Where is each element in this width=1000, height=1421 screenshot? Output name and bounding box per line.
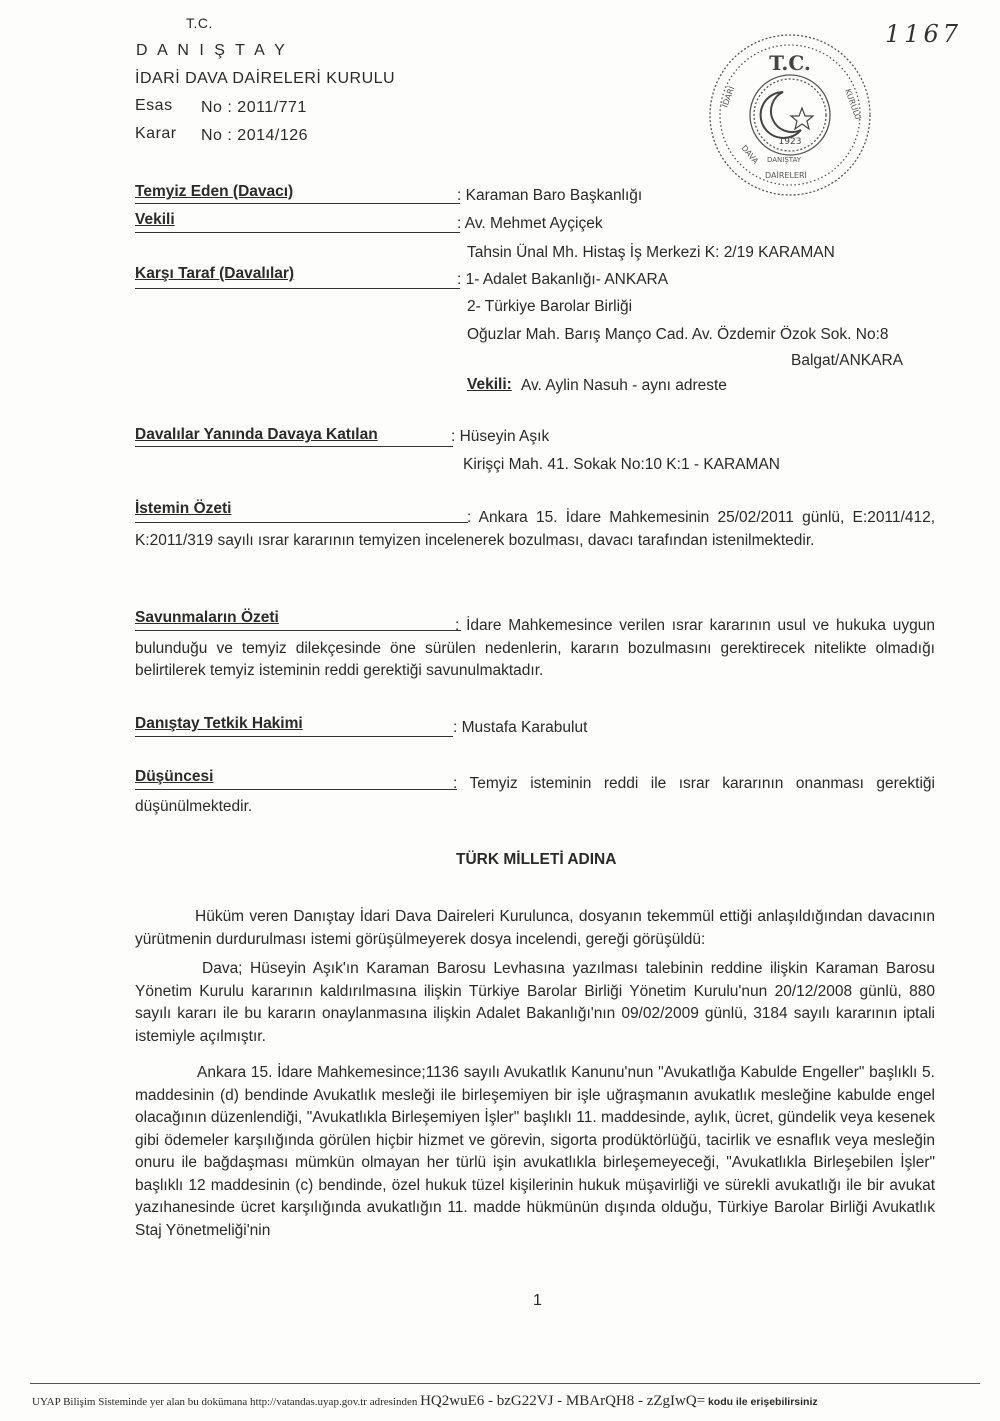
header-org: D A N I Ş T A Y (136, 42, 288, 59)
seal-ring-left: İDARİ (720, 85, 737, 109)
intervener-underline (135, 446, 453, 447)
seal-ring-bottom-left: DAVA (739, 143, 761, 166)
respondent-label: Karşı Taraf (Davalılar) (135, 265, 295, 282)
footer (32, 1393, 982, 1410)
esas-label: Esas (135, 97, 173, 114)
paragraph-2: Dava; Hüseyin Aşık'ın Karaman Barosu Levhasına yazılması talebinin reddine ilişkin Karaman Barosu Yönetim Kurulu kararının kaldırılmasına ilişkin Türkiye Barolar Birliği Yönetim Kurulu'nun 20/12/2008 günlü, 880 sayılı kararı ile bu kararın onaylanmasına ilişkin Adalet Bakanlığı'nın 09/02/2009 günlü, 3184 sayılı kararının iptali istemiyle açılmıştır. (135, 960, 935, 1045)
footer-text: UYAP Bilişim Sisteminde yer alan bu dokümana http://vatandas.uyap.gov.tr adresinden (32, 1396, 418, 1408)
respondent-2-address: Oğuzlar Mah. Barış Manço Cad. Av. Özdemir Özok Sok. No:8 (467, 326, 889, 343)
intervener-value: : Hüseyin Aşık (451, 428, 550, 445)
seal-ring-bottom: DAİRELERİ (765, 171, 807, 180)
seal-ring-right: KURULU (843, 87, 863, 121)
savunma-text: : İdare Mahkemesince verilen ısrar kararının usul ve hukuka uygun bulunduğu ve temyiz dilekçesinde öne sürülen nedenlerin, kararın bozulmasını gerektirecek nitelikte olmadığı belirtilerek temyiz isteminin reddi gerektiği savunulmaktadır. (135, 617, 935, 679)
dusunce-label: Düşüncesi (135, 768, 214, 785)
dusunce-text: : Temyiz isteminin reddi ile ısrar kararının onanması gerektiği düşünülmektedir. (135, 775, 935, 815)
paragraph-3: Ankara 15. İdare Mahkemesince;1136 sayılı Avukatlık Kanunu'nun "Avukatlığa Kabulde Engeller" başlıklı 5. maddesinin (d) bendinde Avukatlık mesleği ile birleşemiyen bir işle uğraşmanın avukatlık mesleğine kabulde engel olacağının düzenlendiği, "Avukatlıkla Birleşemiyen İşler" başlıklı 11. maddesinde, aylık, ücret, gündelik veya kesenek gibi ödemeler karşılığında görülen hiçbir hizmet ve görevin, sigorta prodüktörlüğü, tacirlik ve esnaflık veya mesleğin onuru ile bağdaşması mümkün olmayan her türlü işin avukatlıkla birleşemeyeceği, "Avukatlıkla Birleşebilen İşler" başlıklı 12 maddesinin (c) bendinde, özel hukuk tüzel kişilerinin hukuk müşavirliği ve sürekli avukatlığı ile bir avukat yazıhanesinde ücret karşılığında avukatlığın 11. madde hükmünün dışında olduğu, Türkiye Barolar Birliği Avukatlık Staj Yönetmeliği'nin (135, 1064, 935, 1239)
header-board: İDARİ DAVA DAİRELERİ KURULU (135, 70, 396, 87)
hakim-label: Danıştay Tetkik Hakimi (135, 715, 303, 732)
hakim-underline (135, 736, 453, 737)
karar-value: No : 2014/126 (201, 127, 309, 144)
istem-label: İstemin Özeti (135, 500, 232, 517)
appellant-value: : Karaman Baro Başkanlığı (457, 187, 643, 204)
footer-tail: kodu ile erişebilirsiniz (707, 1396, 818, 1408)
attorney-underline (135, 232, 460, 233)
seal-tc: T.C. (769, 51, 811, 75)
page-number: 1 (533, 1292, 542, 1309)
header-tc: T.C. (186, 15, 213, 31)
appellant-label: Temyiz Eden (Davacı) (135, 183, 294, 200)
attorney-label: Vekili (135, 211, 175, 228)
intervener-address: Kirişçi Mah. 41. Sokak No:10 K:1 - KARAMAN (463, 456, 781, 473)
respondent-attorney-value: Av. Aylin Nasuh - aynı adreste (521, 377, 727, 394)
hakim-value: : Mustafa Karabulut (453, 719, 588, 736)
paragraph-1: Hüküm veren Danıştay İdari Dava Daireleri Kurulunca, dosyanın tekemmül ettiği anlaşıldığından davacının yürütmenin durdurulması istemi görüşülmeyerek dosya incelendi, gereği görüşüldü: (135, 908, 935, 948)
appellant-underline (135, 203, 460, 204)
decision-title: TÜRK MİLLETİ ADINA (456, 851, 617, 868)
respondent-attorney-label: Vekili: (467, 376, 512, 393)
istem-text: : Ankara 15. İdare Mahkemesinin 25/02/2011 günlü, E:2011/412, K:2011/319 sayılı ısrar kararının temyizen incelenerek bozulması, davacı tarafından istenilmektedir. (135, 509, 935, 549)
attorney-address: Tahsin Ünal Mh. Histaş İş Merkezi K: 2/19 KARAMAN (467, 244, 835, 261)
karar-label: Karar (135, 125, 177, 142)
official-seal (705, 30, 875, 200)
seal-inner: DANIŞTAY (767, 156, 802, 164)
esas-value: No : 2011/771 (201, 99, 307, 116)
respondent-2-city: Balgat/ANKARA (791, 352, 903, 369)
intervener-label: Davalılar Yanında Davaya Katılan (135, 426, 378, 443)
seal-year: 1923 (778, 137, 802, 147)
respondent-underline (135, 288, 460, 289)
footer-code: HQ2wuE6 - bzG22VJ - MBArQH8 - zZgIwQ= (420, 1393, 706, 1409)
attorney-value: : Av. Mehmet Ayçiçek (457, 215, 603, 232)
savunma-label: Savunmaların Özeti (135, 609, 279, 626)
respondent-1: : 1- Adalet Bakanlığı- ANKARA (457, 271, 669, 288)
respondent-2: 2- Türkiye Barolar Birliği (467, 298, 633, 315)
handwritten-number: 1167 (885, 20, 963, 48)
footer-divider (30, 1383, 980, 1384)
